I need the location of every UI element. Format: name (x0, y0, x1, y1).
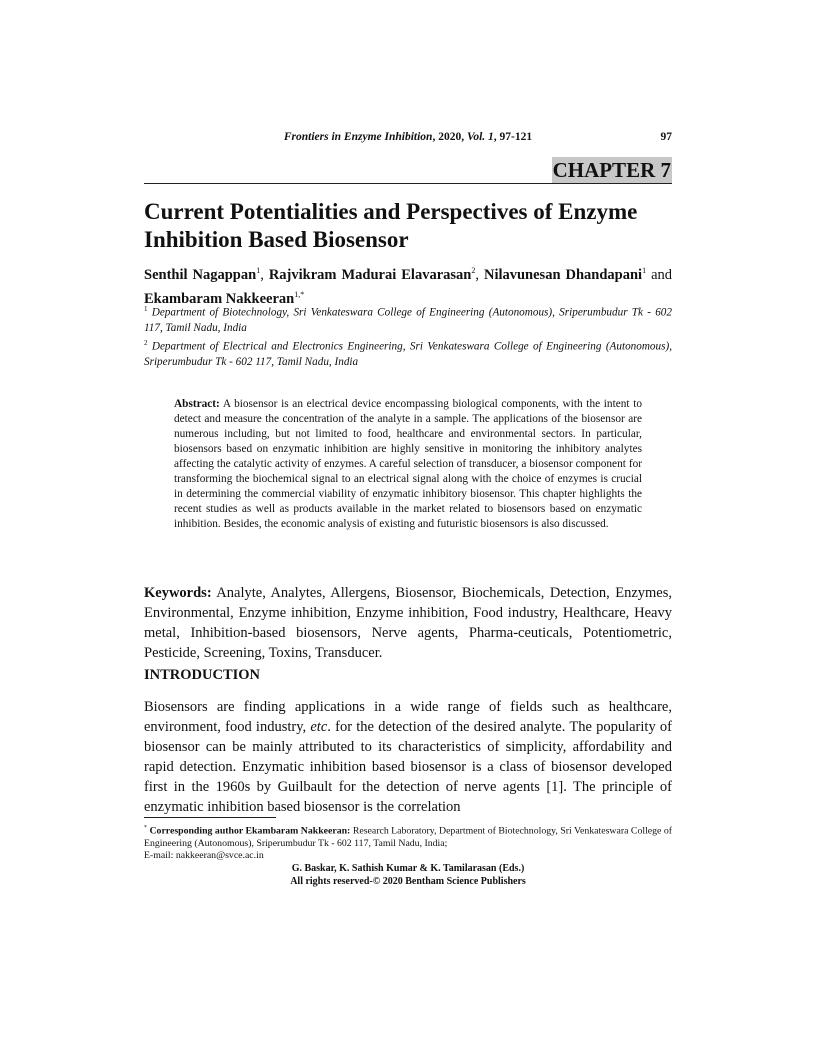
running-header (144, 131, 672, 147)
copyright: All rights reserved-© 2020 Bentham Science Publishers (290, 876, 526, 887)
author-name: Nilavunesan Dhandapani (483, 266, 643, 283)
email: E-mail: nakkeeran@svce.ac.in (144, 850, 264, 862)
author-name: Ekambaram Nakkeeran (144, 290, 295, 307)
chapter-label: CHAPTER 7 (552, 158, 671, 182)
author-name: Rajvikram Madurai Elavarasan (268, 266, 472, 283)
chapter-title: Current Potentialities and Perspectives of Enzyme Inhibition Based Biosensor (144, 199, 638, 252)
editors: G. Baskar, K. Sathish Kumar & K. Tamilarasan (Eds.) (291, 863, 525, 874)
abstract: Abstract: A biosensor is an electrical device encompassing biological components, with the intent to detect and measure the concentration of the analyte in a sample. The applications of the biosensor are numerous including, but not limited to food, healthcare and environmental sectors. In particular, biosensors based on enzymatic inhibition are highly sensitive in monitoring the inhibitory analytes affecting the catalytic activity of enzymes. A careful selection of transducer, a biosensor component for transforming the biochemical signal to an electrical signal along with the choice of enzymes is crucial in determining the commercial viability of enzymatic inhibitory biosensor. This chapter highlights the recent studies as well as products available in the market related to biosensors based on enzymatic inhibition. Besides, the economic analysis of existing and futuristic biosensors is also discussed. (174, 398, 642, 530)
author-name: Senthil Nagappan (144, 266, 257, 283)
section-heading: INTRODUCTION (144, 667, 261, 683)
journal-citation: Frontiers in Enzyme Inhibition, 2020, Vol. 1, 97-121 (283, 131, 533, 143)
header-divider (144, 183, 672, 184)
page-number: 97 (660, 131, 672, 143)
keywords: Keywords: Analyte, Analytes, Allergens, Biosensor, Biochemicals, Detection, Enzymes, Environmental, Enzyme inhibition, Enzyme inhibition, Food industry, Healthcare, Heavy metal, Inhibition-based biosensors, Nerve agents, Pharma-ceuticals, Potentiometric, Pesticide, Screening, Toxins, Transducer. (144, 585, 672, 661)
footnote-divider (144, 817, 276, 818)
corresponding-author-footnote: * Corresponding author Ekambaram Nakkeeran: Research Laboratory, Department of Biotechnology, Sri Venkateswara College of Engineering (Autonomous), Sriperumbudur Tk - 602 117, Tamil Nadu, India; E-mail: nakkeeran@svce.ac.in (144, 825, 673, 862)
introduction-paragraph: Biosensors are finding applications in a wide range of fields such as healthcare, environment, food industry, etc. for the detection of the desired analyte. The popularity of biosensor can be mainly attributed to its characteristics of simplicity, affordability and rapid detection. Enzymatic inhibition based biosensor is a class of biosensor developed first in the 1960s by Guilbault for the detection of nerve agents [1]. The principle of enzymatic inhibition based biosensor is the correlation (144, 699, 672, 815)
affiliation: $^2$ Department of Electrical and Electronics Engineering, Sri Venkateswara College of Engineering (Autonomous), Sriperumbudur Tk - 602 117, Tamil Nadu, India (144, 339, 673, 368)
publisher-info (144, 862, 672, 888)
affiliation: $^1$ Department of Biotechnology, Sri Venkateswara College of Engineering (Autonomous), Sriperumbudur Tk - 602 117, Tamil Nadu, India (144, 305, 672, 334)
author-list: Senthil Nagappan$^1$, Rajvikram Madurai Elavarasan$^2$, Nilavunesan Dhandapani$^1$ and Ekambaram Nakkeeran$^{1,*}$ (144, 266, 673, 307)
